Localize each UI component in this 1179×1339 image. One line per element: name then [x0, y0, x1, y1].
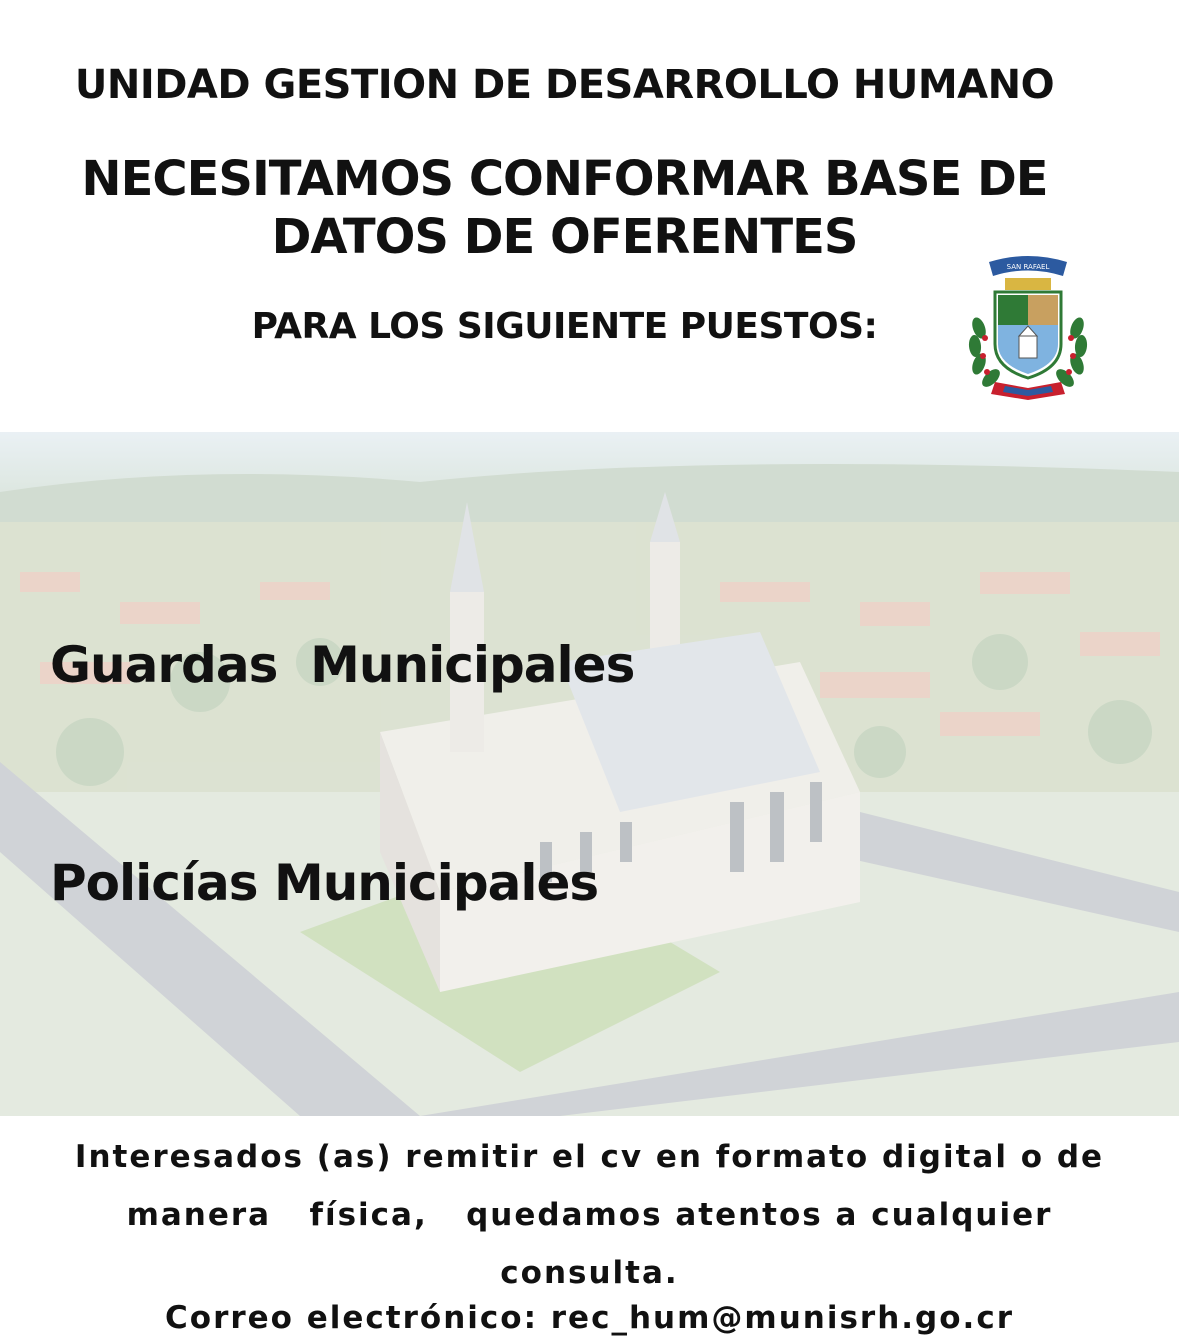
- contact-email: Correo electrónico: rec_hum@munisrh.go.cr: [165, 1300, 1014, 1336]
- main-title: [0, 150, 1129, 266]
- contact-info: [0, 1128, 1179, 1302]
- contact-line-2: manera física, quedamos atentos a cualquier: [126, 1197, 1053, 1233]
- seal-banner-text: SAN RAFAEL: [1006, 263, 1050, 271]
- main-title-line-2: DATOS DE OFERENTES: [271, 209, 858, 265]
- contact-line-1: Interesados (as) remitir el cv en formato digital o de: [74, 1139, 1105, 1175]
- contact-line-3: consulta.: [500, 1255, 679, 1291]
- main-title-line-1: NECESITAMOS CONFORMAR BASE DE: [81, 151, 1048, 207]
- municipal-seal-icon: [965, 248, 1091, 406]
- position-guardas: Guardas Municipales: [50, 636, 635, 694]
- unit-title: UNIDAD GESTION DE DESARROLLO HUMANO: [74, 62, 1055, 108]
- aerial-church-town-photo: [0, 432, 1179, 1116]
- position-policias: Policías Municipales: [50, 854, 599, 912]
- subtitle: PARA LOS SIGUIENTE PUESTOS:: [251, 306, 878, 347]
